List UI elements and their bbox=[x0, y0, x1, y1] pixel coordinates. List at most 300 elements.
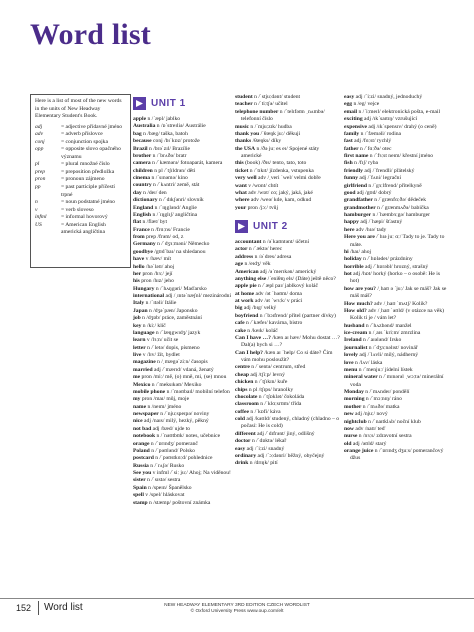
headword: goodbye bbox=[133, 248, 153, 255]
word-entry bbox=[133, 271, 237, 278]
headword: fast bbox=[344, 138, 353, 145]
headword: cinema bbox=[133, 175, 151, 181]
headword: Can I help? bbox=[235, 349, 263, 356]
definition: n /ˈkɒfi/ káva bbox=[248, 408, 281, 415]
definition: adj /ˈlʌvli/ milý, nádherný bbox=[357, 352, 419, 359]
definition: /həˈləʊ/ ahoj bbox=[144, 263, 175, 270]
headword: nurse bbox=[344, 433, 358, 440]
abbreviation-meaning: = adverb příslovce bbox=[61, 131, 103, 138]
abbreviation-meaning: = past participle příčestí trpné bbox=[61, 184, 115, 198]
definition: /ˌhaʊ ə ˈjuː/ Jak se máš? Jak se máš máš? bbox=[350, 285, 447, 300]
word-entry bbox=[344, 441, 448, 448]
word-entry bbox=[235, 160, 341, 167]
word-entry bbox=[133, 175, 237, 182]
headword: easy bbox=[344, 94, 355, 100]
word-entry bbox=[133, 315, 237, 322]
word-entry bbox=[235, 175, 341, 182]
headword: her bbox=[133, 270, 142, 277]
abbreviation-meaning: = verb sloveso bbox=[61, 206, 94, 213]
word-entry bbox=[235, 328, 341, 335]
headword: Russia bbox=[133, 462, 149, 469]
intro-box bbox=[30, 94, 131, 268]
definition: (book) /ðɪs/ tento, tato, toto bbox=[243, 160, 307, 167]
headword: cold bbox=[235, 416, 245, 422]
headword: Japan bbox=[133, 307, 148, 314]
abbreviation-meaning: = preposition předložka bbox=[61, 168, 115, 175]
headword: See you bbox=[133, 470, 152, 476]
word-entry bbox=[235, 431, 341, 438]
headword: live bbox=[133, 352, 142, 358]
headword: actor bbox=[235, 246, 248, 253]
headword: horrible bbox=[344, 263, 364, 270]
headword: dictionary bbox=[133, 197, 158, 204]
abbreviation: infml bbox=[35, 214, 47, 221]
abbreviation-row bbox=[35, 176, 126, 184]
word-entry bbox=[133, 485, 237, 492]
abbreviation-row bbox=[35, 199, 126, 207]
headword: thanks bbox=[235, 138, 252, 145]
word-list-column-2a bbox=[235, 94, 341, 212]
footer-page-number: 152 bbox=[16, 603, 32, 613]
headword: Here you are bbox=[344, 234, 375, 241]
headword: brother bbox=[133, 152, 152, 159]
word-entry bbox=[344, 345, 448, 352]
word-entry bbox=[344, 234, 448, 249]
word-entry bbox=[344, 374, 448, 389]
word-entry bbox=[133, 264, 237, 271]
abbreviation-meaning: = pronoun zájmeno bbox=[61, 176, 105, 183]
headword: me bbox=[133, 374, 141, 381]
headword: thank you bbox=[235, 130, 260, 137]
definition: /θæŋks/ díky bbox=[251, 138, 282, 145]
word-entry bbox=[235, 416, 341, 431]
word-entry bbox=[133, 300, 237, 307]
headword: hot bbox=[344, 271, 352, 277]
headword: holiday bbox=[344, 256, 362, 263]
definition: n /ˈsɪstə/ sestra bbox=[145, 477, 181, 484]
headword: want bbox=[235, 182, 247, 189]
headword: centre bbox=[235, 364, 250, 371]
word-entry bbox=[235, 320, 341, 327]
word-entry bbox=[133, 190, 237, 197]
word-entry bbox=[133, 426, 237, 433]
definition: n pl /tʃɪps/ hranolky bbox=[247, 386, 294, 393]
word-entry bbox=[344, 227, 448, 234]
abbreviation-meaning: = opposite slovo opačného významu bbox=[61, 146, 121, 160]
abbreviation: US bbox=[35, 221, 42, 228]
definition: adv /hɪə/ tady bbox=[354, 226, 387, 233]
word-entry bbox=[133, 234, 237, 241]
headword: student bbox=[235, 94, 253, 100]
definition: adj /ɪkˈspensɪv/ drahý (o ceně) bbox=[367, 123, 437, 130]
definition: n /neɪm/ jméno bbox=[146, 403, 182, 410]
definition: n /ˈdʒɜːnəlɪst/ novinář bbox=[367, 344, 418, 351]
headword: Australia bbox=[133, 123, 156, 130]
headword: menu bbox=[344, 366, 358, 373]
word-entry bbox=[235, 460, 341, 467]
word-entry bbox=[133, 160, 237, 167]
word-entry bbox=[344, 301, 448, 308]
word-entry bbox=[133, 256, 237, 263]
word-entry bbox=[235, 261, 341, 268]
definition: n /flæt/ byt bbox=[141, 219, 168, 226]
headword: cheap bbox=[235, 371, 249, 378]
headword: orange bbox=[133, 440, 150, 447]
definition: v /lɜːn/ učit se bbox=[145, 337, 179, 344]
word-entry bbox=[235, 146, 341, 161]
definition: n /ˈklɑːsrʊm/ třída bbox=[258, 401, 302, 408]
headword: old bbox=[344, 440, 352, 447]
definition: conj /bɪˈkɒz/ protože bbox=[151, 138, 200, 145]
headword: England bbox=[133, 204, 154, 211]
definition: n /ˈnjuːspeɪpə/ noviny bbox=[158, 411, 210, 417]
headword: boyfriend bbox=[235, 312, 259, 319]
definition: n /ˈtɪkɪt/ jízdenka, vstupenka bbox=[248, 167, 314, 174]
definition: n pl /ˈtʃɪldrən/ děti bbox=[152, 167, 196, 174]
word-entry bbox=[235, 239, 341, 246]
headword: music bbox=[235, 123, 249, 130]
word-entry bbox=[344, 175, 448, 182]
abbreviation-row bbox=[35, 169, 126, 177]
definition: n /eɪdʒ/ věk bbox=[243, 261, 271, 268]
definition: v /spel/ hláskovat bbox=[143, 492, 185, 499]
unit-square-icon bbox=[235, 220, 248, 233]
word-entry bbox=[344, 396, 448, 403]
definition: n /ˈpəʊlənd/ Polsko bbox=[149, 447, 195, 454]
headword: the USA bbox=[235, 145, 256, 152]
definition: n /ˈmɔːnɪŋ/ ráno bbox=[364, 396, 402, 403]
definition: pron /maɪ/ můj, moje bbox=[140, 396, 190, 403]
headword: cafe bbox=[235, 320, 245, 327]
word-entry bbox=[235, 205, 341, 212]
headword: accountant bbox=[235, 239, 262, 245]
headword: from bbox=[133, 234, 145, 240]
word-entry bbox=[133, 146, 237, 153]
word-entry bbox=[235, 276, 341, 283]
definition: adj /kəʊld/ studený, chladný (chladno – o počasí: He is cold) bbox=[241, 416, 340, 430]
abbreviation: adj bbox=[35, 123, 43, 130]
definition: n /ˈtʃɒklət/ čokoláda bbox=[257, 393, 305, 400]
word-entry bbox=[133, 433, 237, 440]
word-entry bbox=[235, 446, 341, 453]
abbreviation-row bbox=[35, 146, 126, 161]
definition: n /ˈrʌʃə/ Rusko bbox=[148, 462, 185, 469]
definition: adv /naʊ/ teď bbox=[353, 425, 386, 432]
definition: n /ˈsɪnəmə/ kino bbox=[150, 175, 188, 181]
word-entry bbox=[344, 116, 448, 123]
definition: adj /bæd/ ujde to bbox=[151, 425, 191, 432]
word-entry bbox=[344, 323, 448, 330]
headword: doctor bbox=[235, 438, 251, 445]
word-entry bbox=[344, 271, 448, 286]
word-entry bbox=[235, 246, 341, 253]
definition: n /ˈɒrɪndʒ/ pomeranč bbox=[149, 440, 198, 447]
definition: n /deɪ/ den bbox=[141, 189, 167, 196]
definition: n /əˈkaʊntənt/ účetní bbox=[261, 239, 310, 245]
word-entry bbox=[344, 109, 448, 116]
definition: n /ˈɒrɪndʒ dʒuːs/ pomerančový džus bbox=[350, 448, 444, 462]
headword: language bbox=[133, 329, 155, 336]
word-entry bbox=[235, 269, 341, 276]
definition: adj /naɪs/ milý, hezký, pěkný bbox=[142, 418, 209, 425]
definition: n /ˈmjuːzɪk/ hudba bbox=[248, 123, 292, 130]
headword: orange juice bbox=[344, 448, 374, 454]
abbreviation: pron bbox=[35, 176, 46, 183]
abbreviation-meaning: = American English americká angličtina bbox=[61, 221, 106, 236]
word-entry bbox=[344, 308, 448, 323]
word-entry bbox=[344, 219, 448, 226]
headword: apple bbox=[133, 116, 147, 122]
headword: at home bbox=[235, 290, 255, 297]
definition: n /nɜːs/ zdravotní sestra bbox=[357, 433, 412, 440]
headword: grandmother bbox=[344, 204, 376, 211]
definition: /ˈθæŋk juː/ děkuji bbox=[259, 130, 301, 137]
definition: n /eg/ vejce bbox=[352, 101, 380, 108]
headword: France bbox=[133, 226, 150, 233]
word-entry bbox=[235, 183, 341, 190]
definition: adv /weə/ kde, kam, odkud bbox=[249, 197, 312, 204]
definition: n /ˈdʒɜːməni/ Německo bbox=[155, 241, 210, 248]
headword: flat bbox=[133, 219, 142, 226]
definition: n /ˈlæŋgwɪdʒ/ jazyk bbox=[154, 329, 201, 336]
headword: chips bbox=[235, 386, 248, 393]
footer-copyright: © Oxford University Press www.oup.com/elt bbox=[190, 609, 284, 615]
headword: Germany bbox=[133, 241, 156, 248]
unit-1-header bbox=[133, 95, 237, 112]
definition: n /stæmp/ poštovní známka bbox=[147, 499, 211, 506]
definition: adj /hɒt/ horký (horko – o osobě: He is hot) bbox=[350, 271, 441, 285]
headword: different bbox=[235, 430, 256, 437]
abbreviation-row bbox=[35, 124, 126, 132]
word-entry bbox=[235, 335, 341, 350]
word-entry bbox=[344, 264, 448, 271]
definition: adj /ˈhɒrəbl/ hrozný, strašný bbox=[363, 263, 429, 270]
headword: very well bbox=[235, 175, 257, 182]
definition: pron /hɪz/ jeho bbox=[139, 278, 174, 285]
word-entry bbox=[133, 345, 237, 352]
word-entry bbox=[344, 404, 448, 411]
word-entry bbox=[133, 249, 237, 256]
headword: anything else bbox=[235, 275, 267, 282]
word-entry bbox=[235, 438, 341, 445]
word-entry bbox=[235, 387, 341, 394]
headword: nightclub bbox=[344, 418, 367, 425]
definition: adj /ˈɔːdənri/ běžný, obyčejný bbox=[256, 452, 325, 459]
word-entry bbox=[133, 323, 237, 330]
definition: n /ˈmʌðə/ matka bbox=[361, 403, 400, 410]
headword: ice-cream bbox=[344, 330, 368, 336]
definition: n /dʒəˈpæn/ Japonsko bbox=[147, 307, 198, 314]
definition: n /ˈkæmərə/ fotoaparát, kamera bbox=[150, 160, 223, 167]
footer-section-title: Word list bbox=[44, 602, 83, 613]
headword: married bbox=[133, 366, 153, 373]
word-entry bbox=[133, 500, 237, 507]
definition: adv /wɒt/ co; jaký, jaká, jaké bbox=[246, 189, 313, 196]
headword: English bbox=[133, 211, 152, 218]
word-entry bbox=[133, 123, 237, 130]
headword: father bbox=[344, 145, 359, 152]
word-entry bbox=[344, 101, 448, 108]
headword: hello bbox=[133, 263, 145, 270]
headword: Monday bbox=[344, 389, 364, 395]
headword: lovely bbox=[344, 352, 358, 359]
headword: Mexico bbox=[133, 381, 151, 388]
definition: /haɪ/ ahoj bbox=[348, 248, 372, 255]
abbreviation-row bbox=[35, 161, 126, 169]
word-entry bbox=[133, 441, 237, 448]
headword: how are you? bbox=[344, 285, 376, 292]
definition: n /ˈmɪnərəl ˌwɔːtə/ minerální voda bbox=[350, 374, 444, 388]
headword: my bbox=[133, 396, 141, 403]
headword: age bbox=[235, 261, 244, 268]
headword: chocolate bbox=[235, 393, 258, 400]
abbreviation: opp bbox=[35, 146, 44, 153]
headword: this bbox=[235, 160, 244, 167]
abbreviation: pl bbox=[35, 161, 40, 168]
headword: sister bbox=[133, 477, 146, 484]
word-entry bbox=[133, 396, 237, 403]
word-entry bbox=[344, 124, 448, 131]
headword: husband bbox=[344, 322, 365, 329]
headword: mobile phone bbox=[133, 388, 166, 395]
headword: ordinary bbox=[235, 452, 257, 459]
definition: n /ˈbrʌðə/ bratr bbox=[151, 152, 187, 159]
word-entry bbox=[344, 419, 448, 426]
headword: ticket bbox=[235, 167, 249, 174]
definition: n /ˈiːmeɪl/ elektronická pošta, e-mail bbox=[357, 108, 441, 115]
footer-divider bbox=[0, 598, 474, 599]
abbreviation: v bbox=[35, 206, 38, 213]
word-entry bbox=[133, 131, 237, 138]
headword: his bbox=[133, 278, 140, 285]
word-entry bbox=[235, 305, 341, 312]
word-entry bbox=[133, 219, 237, 226]
headword: postcard bbox=[133, 455, 154, 462]
definition: n /ˈtelɪfəʊn ˌnʌmbə/ telefonní číslo bbox=[241, 108, 325, 123]
word-entry bbox=[344, 205, 448, 212]
word-entry bbox=[133, 411, 237, 418]
definition: n /ˈaɪələnd/ Irsko bbox=[361, 337, 402, 344]
page-title: Word list bbox=[30, 18, 151, 51]
headword: hi bbox=[344, 248, 349, 255]
definition: n /bæg/ taška, batoh bbox=[141, 130, 188, 137]
definition: adj /ˈfrendli/ přátelský bbox=[362, 167, 415, 174]
definition: n /ˈdɒktə/ lékař bbox=[250, 438, 287, 445]
headword: Can I have …? bbox=[235, 334, 271, 341]
definition: adj /ˈdɪfrənt/ jiný, odlišný bbox=[255, 430, 315, 437]
definition: n /ˈtiːtʃə/ učitel bbox=[252, 101, 288, 108]
definition: adj /ˈhæpi/ šťastný bbox=[358, 219, 403, 226]
headword: at work bbox=[235, 298, 254, 304]
definition: n /ˈhɒlədeɪ/ prázdniny bbox=[361, 256, 413, 263]
headword: apple pie bbox=[235, 283, 257, 290]
word-entry bbox=[344, 94, 448, 101]
headword: stamp bbox=[133, 499, 148, 506]
headword: expensive bbox=[344, 123, 367, 130]
definition: n /ˈhʌzbənd/ manžel bbox=[364, 322, 412, 329]
definition: n /ˈtʃɪkɪn/ kuře bbox=[253, 379, 288, 386]
definition: adj /ˌɪntəˈnæʃnl/ mezinárodní bbox=[164, 293, 232, 299]
headword: drink bbox=[235, 460, 249, 467]
definition: n /ˈmenjuː/ jídelní lístek bbox=[357, 366, 413, 373]
word-entry bbox=[133, 182, 237, 189]
word-entry bbox=[133, 227, 237, 234]
definition: /kæn aɪ ˈhelp/ Co si dáte? Čím vám mohu posloužit? bbox=[241, 349, 333, 363]
headword: teacher bbox=[235, 101, 253, 108]
headword: magazine bbox=[133, 359, 156, 366]
headword: camera bbox=[133, 160, 151, 167]
word-list-column-3 bbox=[344, 94, 448, 463]
word-entry bbox=[344, 389, 448, 396]
headword: mother bbox=[344, 403, 362, 410]
word-entry bbox=[133, 418, 237, 425]
definition: n /fɪʃ/ ryba bbox=[352, 160, 379, 167]
unit-1-label: UNIT 1 bbox=[151, 97, 186, 109]
headword: telephone number bbox=[235, 108, 279, 115]
headword: because bbox=[133, 138, 152, 145]
headword: funny bbox=[344, 175, 358, 182]
definition: pron /hɜː/ její bbox=[141, 270, 173, 277]
headword: fish bbox=[344, 160, 353, 167]
definition: n /ˈhæmbɜːgə/ hamburger bbox=[371, 212, 430, 218]
word-entry bbox=[235, 453, 341, 460]
word-entry bbox=[344, 183, 448, 190]
headword: morning bbox=[344, 396, 365, 403]
unit-2-header bbox=[235, 218, 341, 235]
headword: key bbox=[133, 322, 142, 329]
headword: first name bbox=[344, 153, 369, 159]
word-entry bbox=[235, 372, 341, 379]
word-entry bbox=[235, 379, 341, 386]
word-entry bbox=[133, 278, 237, 285]
definition: n /ˈmeksɪkəʊ/ Mexiko bbox=[150, 381, 202, 388]
word-entry bbox=[344, 360, 448, 367]
definition: n /keɪk/ koláč bbox=[245, 327, 278, 334]
abbreviation: adv bbox=[35, 131, 44, 138]
word-entry bbox=[133, 404, 237, 411]
definition: adj /ˈiːzi/ snadný bbox=[245, 445, 285, 452]
definition: n /ˈstjuːdənt/ student bbox=[252, 94, 301, 100]
definition: n /ɒˈstreɪliə/ Austrálie bbox=[155, 123, 206, 130]
definition: adj /əˈmerɪkən/ americký bbox=[258, 268, 317, 275]
definition: n /ˈæktə/ herec bbox=[247, 246, 283, 253]
definition: n /ˈkʌntri/ země, stát bbox=[151, 182, 200, 189]
headword: Hungary bbox=[133, 285, 155, 292]
definition: n /dʒɒb/ práce, zaměstnání bbox=[140, 315, 202, 322]
word-entry bbox=[133, 241, 237, 248]
headword: not bad bbox=[133, 425, 152, 432]
definition: n /ˈɪŋglənd/ Anglie bbox=[153, 204, 197, 211]
word-entry bbox=[235, 350, 341, 365]
abbreviation: pp bbox=[35, 184, 41, 191]
abbreviation-meaning: = noun podstatné jméno bbox=[61, 199, 115, 206]
word-entry bbox=[344, 448, 448, 463]
word-entry bbox=[344, 249, 448, 256]
unit-2-label: UNIT 2 bbox=[253, 220, 288, 232]
word-entry bbox=[235, 190, 341, 197]
headword: address bbox=[235, 253, 254, 260]
word-entry bbox=[344, 146, 448, 153]
definition: n /əˈdres/ adresa bbox=[253, 253, 292, 260]
headword: letter bbox=[133, 344, 146, 351]
definition: adv /ət ˈhəʊm/ doma bbox=[254, 290, 302, 297]
word-entry bbox=[235, 254, 341, 261]
definition: n /ˈsentə/ centrum, střed bbox=[249, 364, 306, 371]
definition: n /ˈletə/ dopis, písmeno bbox=[145, 344, 200, 351]
definition: adj /bɪg/ velký bbox=[242, 305, 277, 312]
word-entry bbox=[235, 109, 341, 124]
headword: hamburger bbox=[344, 212, 372, 218]
